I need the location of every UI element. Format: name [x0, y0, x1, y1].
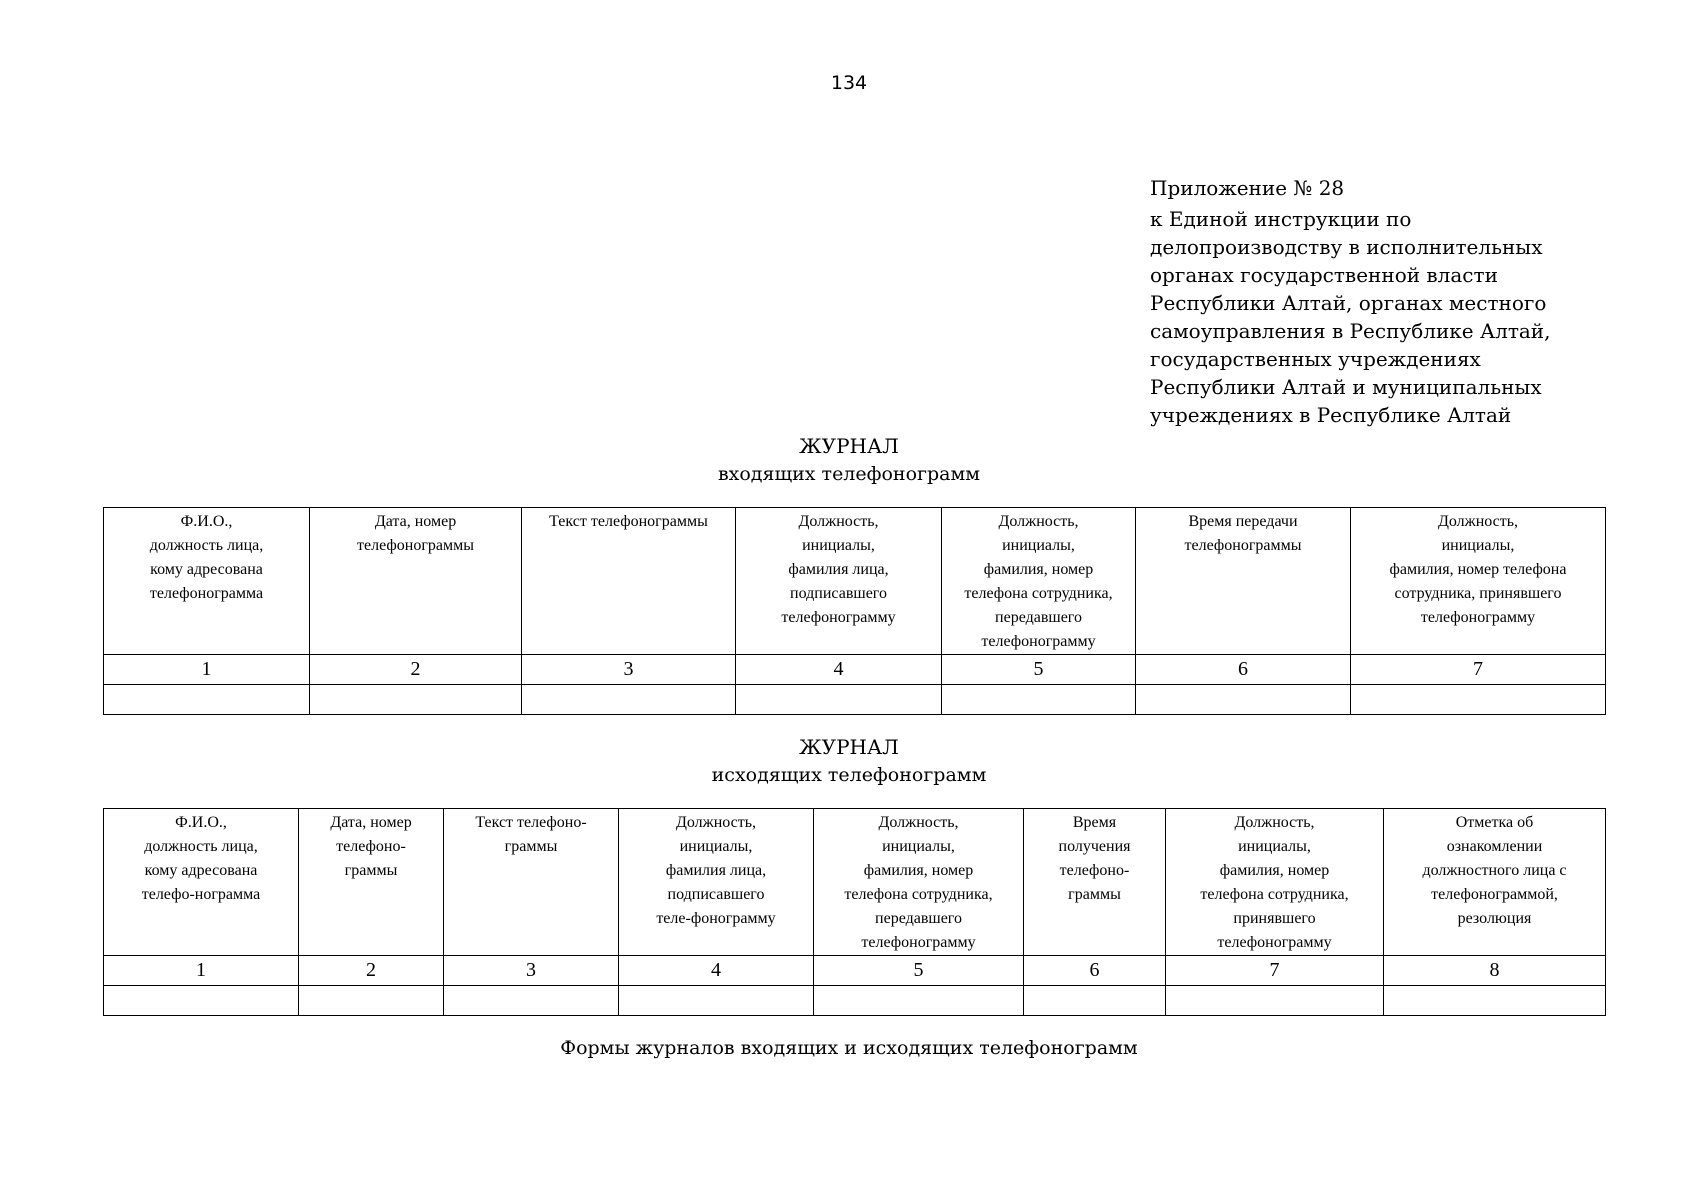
appendix-line: делопроизводству в исполнительных [1150, 235, 1543, 259]
column-number: 8 [1384, 956, 1606, 986]
incoming-journal-heading [0, 432, 1698, 488]
outgoing-col-header: Должность, инициалы, фамилия, номер телефона сотрудника, передавшего телефонограмму [814, 809, 1024, 956]
incoming-col-header: Должность, инициалы, фамилия, номер телефона сотрудника, передавшего телефонограмму [942, 508, 1136, 655]
outgoing-col-header: Должность, инициалы, фамилия, номер телефона сотрудника, принявшего телефонограмму [1166, 809, 1384, 956]
column-number: 4 [736, 655, 942, 685]
outgoing-journal-table [103, 808, 1606, 1016]
incoming-empty-row [104, 685, 1606, 715]
outgoing-col-header: Должность, инициалы, фамилия лица, подписавшего теле-фонограмму [619, 809, 814, 956]
table-cell [736, 685, 942, 715]
appendix-line: Республики Алтай и муниципальных [1150, 375, 1542, 399]
column-number: 4 [619, 956, 814, 986]
table-cell [104, 685, 310, 715]
table-cell [299, 986, 444, 1016]
incoming-col-header: Текст телефонограммы [522, 508, 736, 655]
incoming-col-header: Время передачи телефонограммы [1136, 508, 1351, 655]
outgoing-journal-heading [0, 733, 1698, 789]
outgoing-header-row [104, 809, 1606, 956]
column-number: 7 [1351, 655, 1606, 685]
column-number: 1 [104, 655, 310, 685]
incoming-number-row [104, 655, 1606, 685]
column-number: 6 [1136, 655, 1351, 685]
appendix-line: органах государственной власти [1150, 263, 1498, 287]
table-cell [1384, 986, 1606, 1016]
appendix-line: самоуправления в Республике Алтай, [1150, 319, 1551, 343]
column-number: 5 [942, 655, 1136, 685]
column-number: 2 [310, 655, 522, 685]
outgoing-col-header: Ф.И.О., должность лица, кому адресована телефо-нограмма [104, 809, 299, 956]
page-number: 134 [830, 72, 868, 94]
incoming-col-header: Должность, инициалы, фамилия, номер телефона сотрудника, принявшего телефонограмму [1351, 508, 1606, 655]
table-cell [310, 685, 522, 715]
table-cell [814, 986, 1024, 1016]
column-number: 3 [444, 956, 619, 986]
incoming-journal-table [103, 507, 1606, 715]
outgoing-col-header: Отметка об ознакомлении должностного лица с телефонограммой, резолюция [1384, 809, 1606, 956]
appendix-block [1150, 174, 1570, 429]
table-cell [1166, 986, 1384, 1016]
outgoing-col-header: Текст телефоно- граммы [444, 809, 619, 956]
outgoing-journal-subtitle: исходящих телефонограмм [711, 764, 987, 786]
incoming-col-header: Дата, номер телефонограммы [310, 508, 522, 655]
incoming-journal-subtitle: входящих телефонограмм [717, 463, 981, 485]
column-number: 3 [522, 655, 736, 685]
table-cell [619, 986, 814, 1016]
table-cell [1351, 685, 1606, 715]
incoming-journal-title: ЖУРНАЛ [799, 434, 899, 458]
column-number: 7 [1166, 956, 1384, 986]
appendix-line: к Единой инструкции по [1150, 207, 1412, 231]
table-cell [1024, 986, 1166, 1016]
appendix-line: учреждениях в Республике Алтай [1150, 403, 1512, 427]
appendix-title: Приложение № 28 [1150, 176, 1345, 200]
appendix-line: государственных учреждениях [1150, 347, 1481, 371]
outgoing-empty-row [104, 986, 1606, 1016]
column-number: 6 [1024, 956, 1166, 986]
table-cell [444, 986, 619, 1016]
outgoing-col-header: Время получения телефоно- граммы [1024, 809, 1166, 956]
outgoing-number-row [104, 956, 1606, 986]
outgoing-col-header: Дата, номер телефоно- граммы [299, 809, 444, 956]
outgoing-journal-title: ЖУРНАЛ [799, 735, 899, 759]
table-cell [104, 986, 299, 1016]
column-number: 2 [299, 956, 444, 986]
table-cell [942, 685, 1136, 715]
incoming-col-header: Должность, инициалы, фамилия лица, подписавшего телефонограмму [736, 508, 942, 655]
table-cell [1136, 685, 1351, 715]
column-number: 1 [104, 956, 299, 986]
incoming-col-header: Ф.И.О., должность лица, кому адресована телефонограмма [104, 508, 310, 655]
table-cell [522, 685, 736, 715]
appendix-line: Республики Алтай, органах местного [1150, 291, 1547, 315]
column-number: 5 [814, 956, 1024, 986]
figure-caption: Формы журналов входящих и исходящих телефонограмм [560, 1037, 1138, 1059]
incoming-header-row [104, 508, 1606, 655]
